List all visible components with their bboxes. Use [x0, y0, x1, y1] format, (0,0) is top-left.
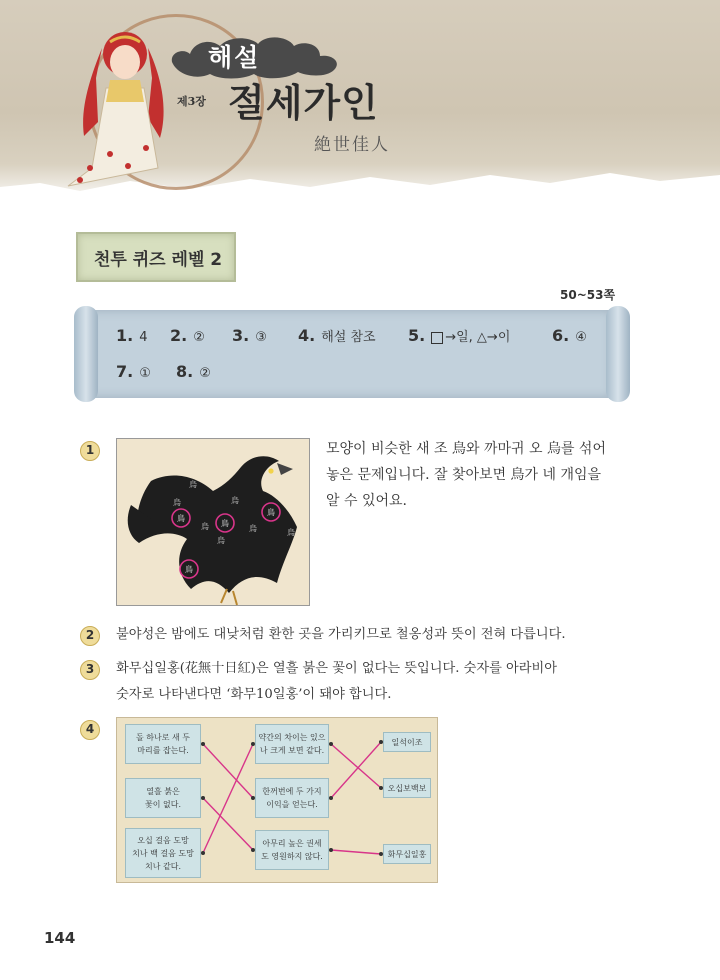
item-badge-1: 1 [80, 441, 100, 461]
answer-scroll [74, 306, 630, 402]
answer-5: 5. →일, △→이 [408, 326, 511, 345]
explanation-badge-label: 해설 [208, 43, 261, 72]
crow-char: 烏 [189, 480, 197, 489]
crow-char: 烏 [231, 496, 239, 505]
crow-circled-char: 鳥 [221, 519, 229, 528]
match-left-2: 열흘 붉은 꽃이 없다. [125, 778, 201, 818]
answer-8: 8. ② [176, 362, 211, 381]
crow-char: 烏 [201, 522, 209, 531]
answer-2: 2. ② [170, 326, 205, 345]
crow-circled-char: 鳥 [185, 565, 193, 574]
answer-scroll-body [88, 310, 612, 398]
crow-char: 烏 [249, 524, 257, 533]
page-title: 절세가인 [228, 81, 379, 125]
match-line [331, 850, 381, 854]
match-line [203, 744, 253, 798]
match-line [203, 744, 253, 853]
item-badge-2: 2 [80, 626, 100, 646]
chapter-header-banner [0, 0, 720, 205]
answer-6: 6. ④ [552, 326, 587, 345]
match-right-3: 화무십일홍 [383, 844, 431, 864]
explanation-2-text: 불야성은 밤에도 대낮처럼 환한 곳을 가리키므로 철옹성과 뜻이 전혀 다릅니다. [116, 627, 566, 642]
explanation-1-line: 모양이 비슷한 새 조 鳥와 까마귀 오 烏를 섞어 [326, 441, 606, 457]
explanation-3-line: 숫자로 나타낸다면 ‘화무10일홍’이 돼야 합니다. [116, 687, 392, 702]
quiz-title: 천투 퀴즈 레벨 2 [94, 250, 223, 270]
crow-char: 烏 [287, 528, 295, 537]
match-right-2: 오십보백보 [383, 778, 431, 798]
chapter-number: 제3장 [177, 95, 206, 108]
answer-7: 7. ① [116, 362, 151, 381]
match-middle-2: 한꺼번에 두 가지 이익을 얻는다. [255, 778, 329, 818]
square-symbol [431, 332, 443, 344]
page-title-hanja: 絶世佳人 [314, 135, 390, 155]
scroll-roll-left [74, 306, 98, 402]
explanation-3-line: 화무십일홍(花無十日紅)은 열흘 붉은 꽃이 없다는 뜻입니다. 숫자를 아라비아 [116, 661, 557, 676]
page-range: 50~53쪽 [560, 288, 616, 302]
crow-char: 烏 [217, 536, 225, 545]
match-left-1: 돌 하나로 새 두 마리를 잡는다. [125, 724, 201, 764]
scroll-roll-right [606, 306, 630, 402]
explanation-1-line: 놓은 문제입니다. 잘 찾아보면 鳥가 네 개임을 [326, 467, 602, 483]
item-badge-3: 3 [80, 660, 100, 680]
explanation-1-text [326, 436, 636, 514]
explanation-3-text [116, 656, 646, 708]
match-middle-1: 약간의 차이는 있으 나 크게 보면 같다. [255, 724, 329, 764]
match-right-1: 일석이조 [383, 732, 431, 752]
answer-3: 3. ③ [232, 326, 267, 345]
explanation-1-line: 알 수 있어요. [326, 493, 407, 509]
match-line [331, 742, 381, 798]
crow-circled-char: 鳥 [177, 514, 185, 523]
match-line [203, 798, 253, 850]
crow-circled-char: 鳥 [267, 508, 275, 517]
match-middle-3: 아무리 높은 권세 도 영원하지 않다. [255, 830, 329, 870]
matching-diagram [116, 717, 438, 883]
page-number: 144 [44, 929, 76, 947]
quiz-title-box [76, 232, 236, 282]
match-left-3: 오십 걸음 도망 치나 백 걸음 도망 치나 같다. [125, 828, 201, 878]
crow-illustration-box [116, 438, 310, 606]
answer-1: 1. 4 [116, 326, 148, 345]
item-badge-4: 4 [80, 720, 100, 740]
crow-char: 烏 [173, 498, 181, 507]
match-line [331, 744, 381, 788]
crow-illustration [117, 439, 311, 607]
answer-4: 4. 해설 참조 [298, 326, 376, 345]
